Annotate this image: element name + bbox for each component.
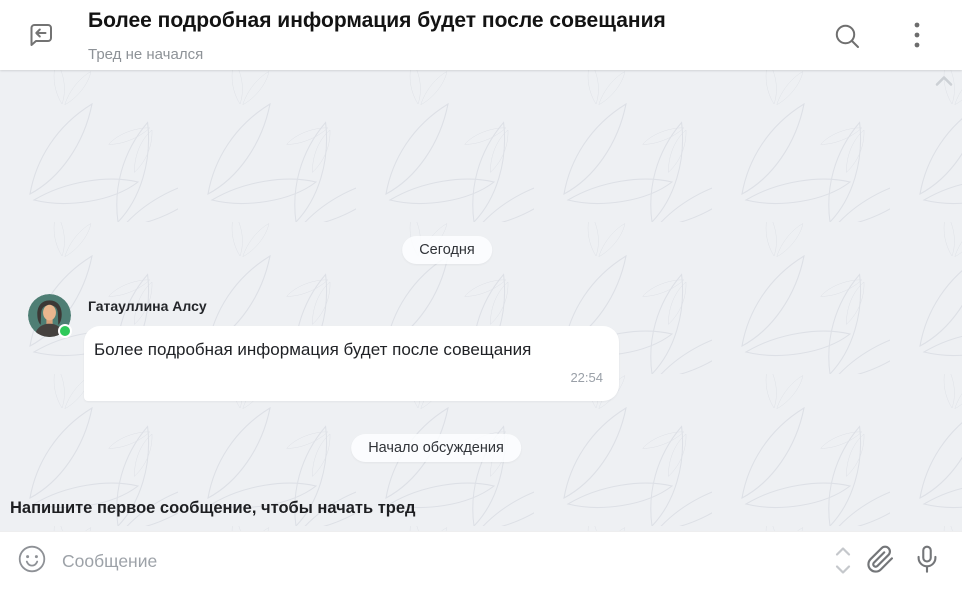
thread-title: Более подробная информация будет после совещания xyxy=(88,9,666,32)
microphone-icon xyxy=(913,544,941,578)
empty-thread-hint: Напишите первое сообщение, чтобы начать тред xyxy=(10,499,416,517)
thread-start-badge: Начало обсуждения xyxy=(351,434,521,462)
composer-expand-button[interactable] xyxy=(833,545,853,559)
emoji-smiley-icon xyxy=(18,545,46,576)
message-text: Более подробная информация будет после совещания xyxy=(94,340,532,359)
composer-collapse-button[interactable] xyxy=(833,564,853,578)
message-input[interactable] xyxy=(62,545,812,577)
message-composer xyxy=(0,531,962,589)
paperclip-icon xyxy=(866,545,895,577)
thread-status: Тред не начался xyxy=(88,46,204,63)
message-time: 22:54 xyxy=(570,370,603,385)
date-badge: Сегодня xyxy=(402,236,492,264)
search-button[interactable] xyxy=(830,21,864,53)
thread-header xyxy=(0,0,962,70)
scroll-to-top-button[interactable] xyxy=(933,74,955,90)
message-author[interactable]: Гатауллина Алсу xyxy=(88,298,207,314)
more-options-button[interactable] xyxy=(904,20,930,52)
chevron-down-icon xyxy=(834,564,852,579)
message-bubble xyxy=(84,326,619,401)
avatar[interactable] xyxy=(28,294,71,337)
emoji-button[interactable] xyxy=(17,545,47,575)
voice-message-button[interactable] xyxy=(911,544,943,578)
back-to-chat-button[interactable] xyxy=(25,19,57,51)
chat-area xyxy=(0,70,962,531)
search-icon xyxy=(832,21,862,54)
thread-back-icon xyxy=(26,19,56,52)
chevron-up-icon xyxy=(834,545,852,560)
attach-file-button[interactable] xyxy=(864,545,896,577)
online-status-dot xyxy=(58,324,72,338)
header-titles xyxy=(88,6,818,65)
chevron-up-icon xyxy=(934,75,954,90)
kebab-menu-icon xyxy=(912,21,922,52)
